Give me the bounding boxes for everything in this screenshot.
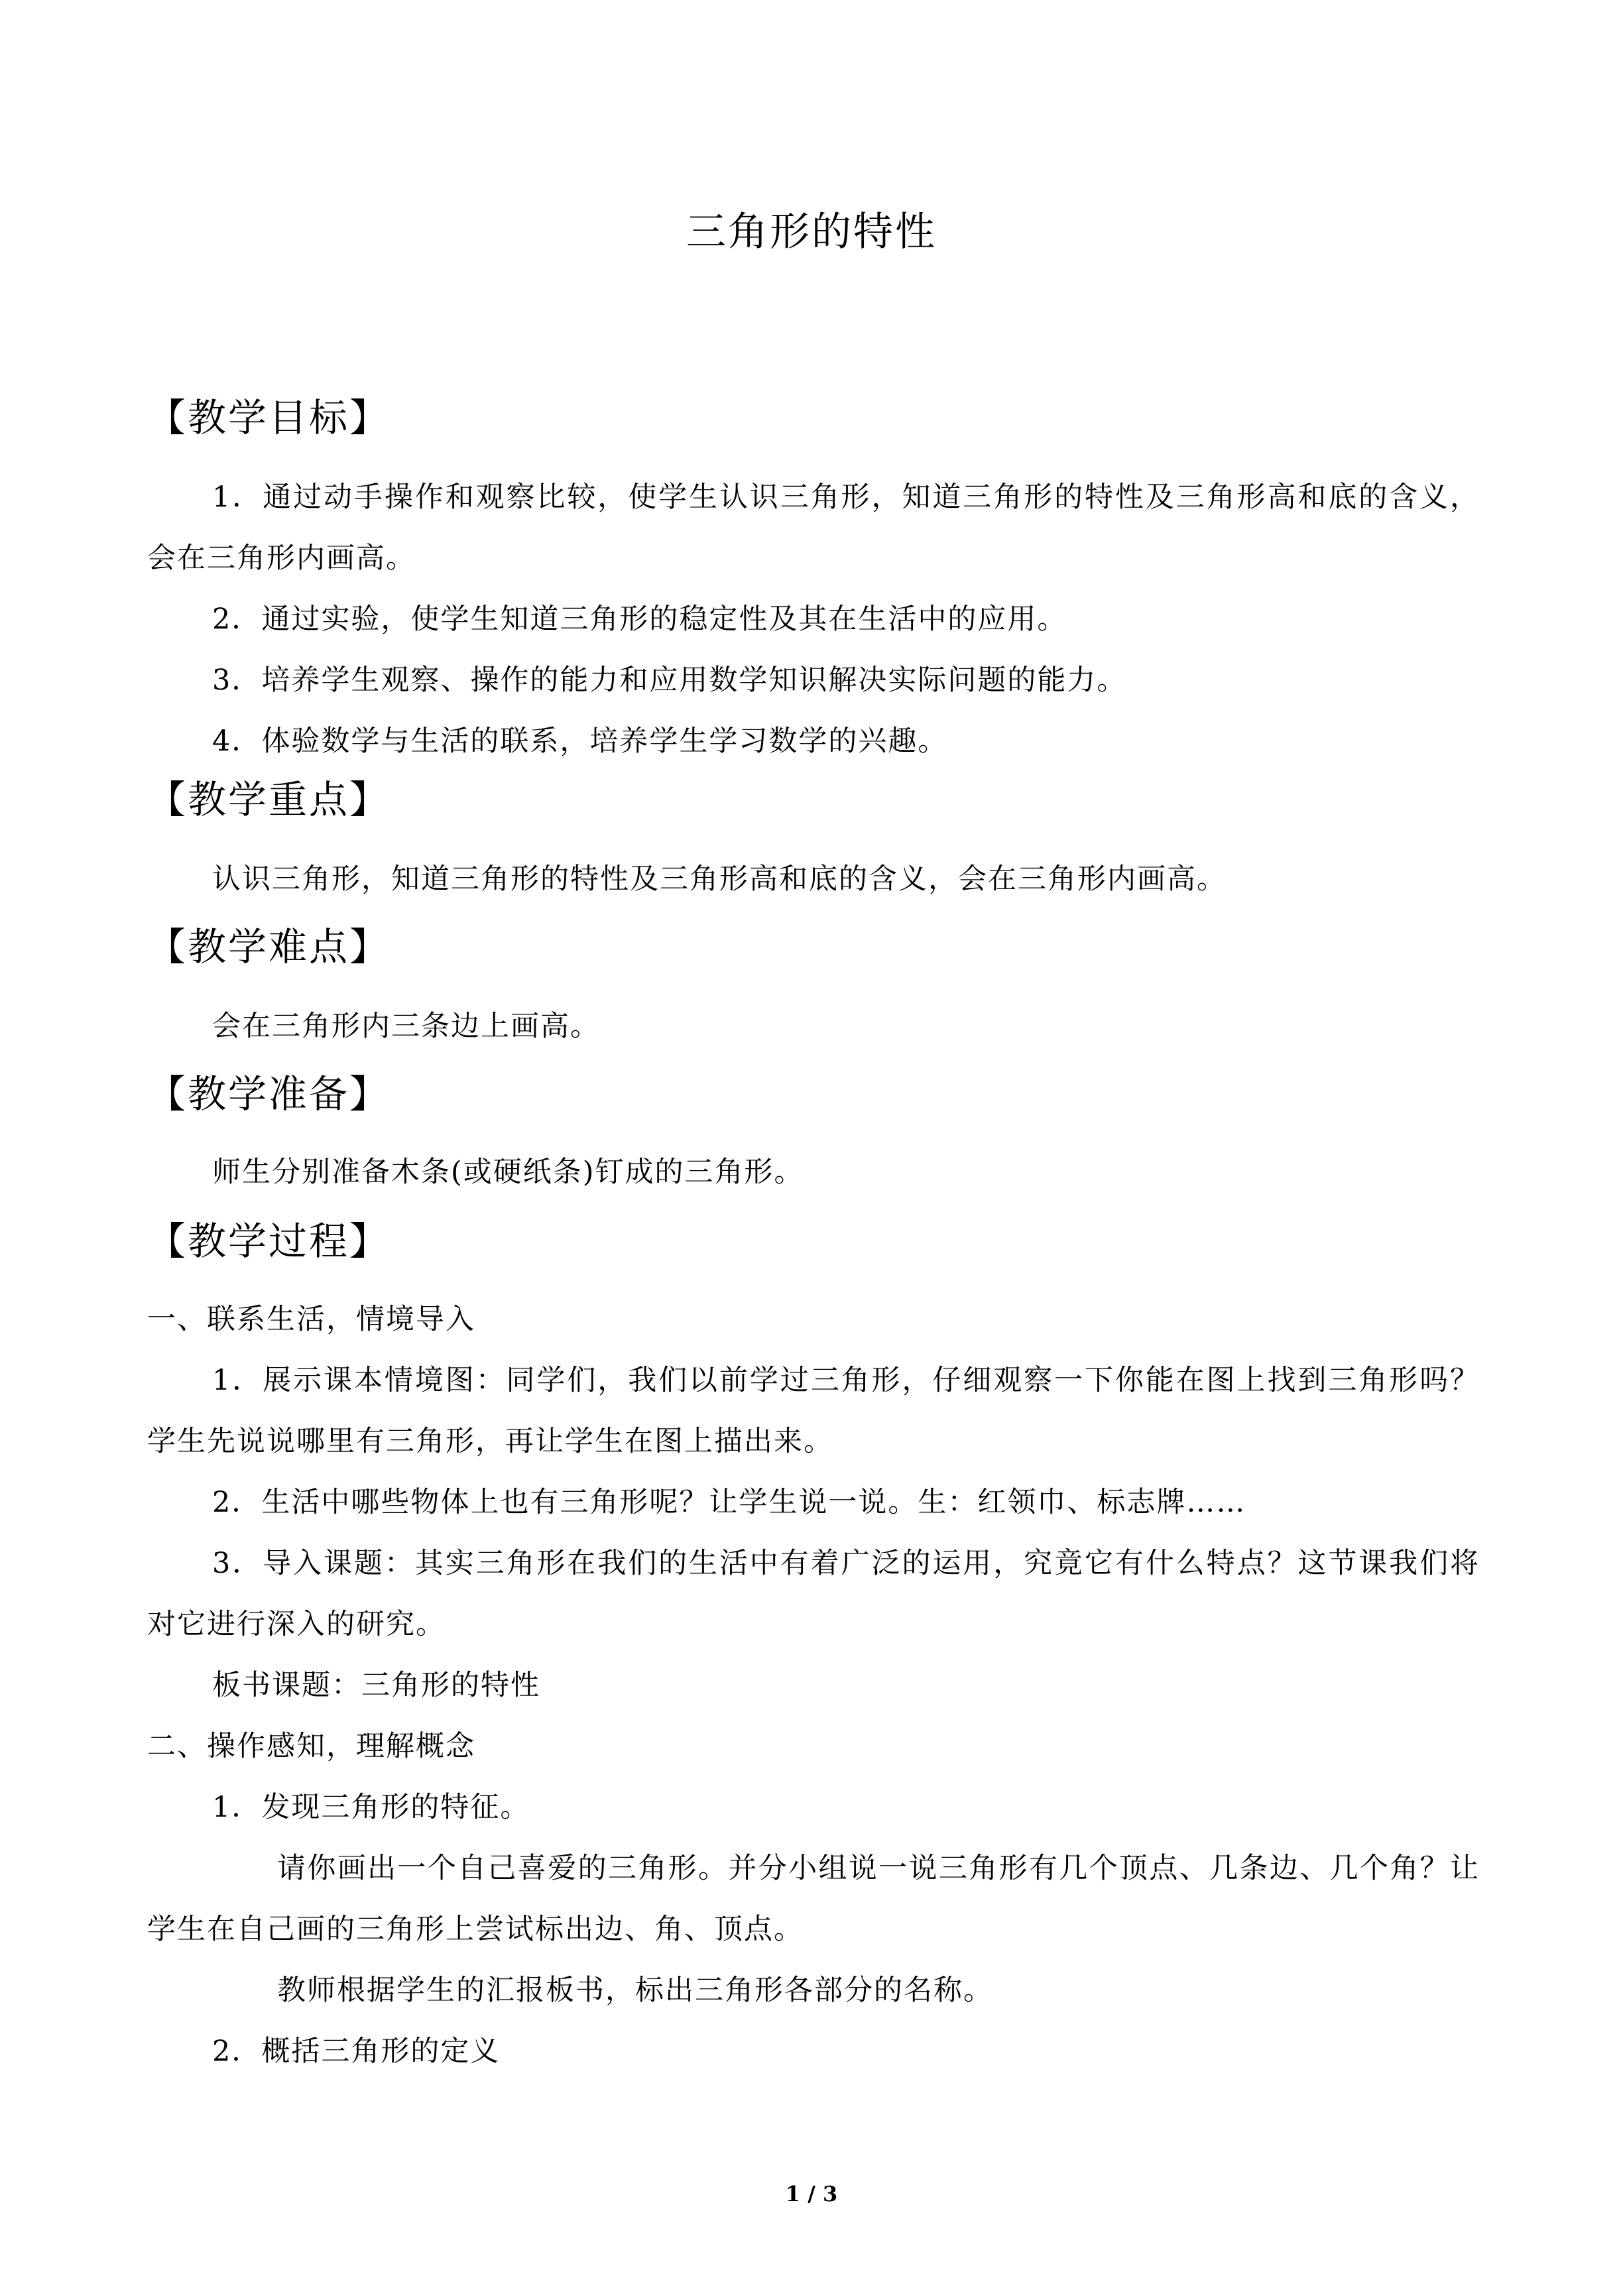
objective-item-4: 4．体验数学与生活的联系，培养学生学习数学的兴趣。 xyxy=(212,725,948,758)
section-1-board-title: 板书课题：三角形的特性 xyxy=(212,1669,540,1702)
section-2-item-4: 2．概括三角形的定义 xyxy=(212,2035,501,2068)
section-2-title: 二、操作感知，理解概念 xyxy=(147,1730,475,1763)
heading-preparation: 【教学准备】 xyxy=(147,1071,391,1117)
objective-item-1: 1．通过动手操作和观察比较，使学生认识三角形，知道三角形的特性及三角形高和底的含义，会在三角形内画高。 xyxy=(147,481,1480,575)
objective-item-3: 3．培养学生观察、操作的能力和应用数学知识解决实际问题的能力。 xyxy=(212,664,1127,697)
heading-key-points: 【教学重点】 xyxy=(147,777,391,822)
objective-item-2: 2．通过实验，使学生知道三角形的稳定性及其在生活中的应用。 xyxy=(212,603,1067,636)
document-title: 三角形的特性 xyxy=(686,209,937,255)
section-2-item-1: 1．发现三角形的特征。 xyxy=(212,1791,530,1824)
page-number: 1 / 3 xyxy=(785,2181,838,2206)
section-1-item-1: 1．展示课本情境图：同学们，我们以前学过三角形，仔细观察一下你能在图上找到三角形吗？学生先说说哪里有三角形，再让学生在图上描出来。 xyxy=(147,1364,1480,1458)
difficulties-text: 会在三角形内三条边上画高。 xyxy=(212,1010,600,1043)
section-1-item-2: 2．生活中哪些物体上也有三角形呢？让学生说一说。生：红领巾、标志牌…… xyxy=(212,1486,1246,1519)
section-1-title: 一、联系生活，情境导入 xyxy=(147,1303,475,1336)
section-2-item-2: 请你画出一个自己喜爱的三角形。并分小组说一说三角形有几个顶点、几条边、几个角？让学生在自己画的三角形上尝试标出边、角、顶点。 xyxy=(147,1852,1480,1946)
heading-objectives: 【教学目标】 xyxy=(147,395,391,440)
section-1-item-3: 3．导入课题：其实三角形在我们的生活中有着广泛的运用，究竟它有什么特点？这节课我们将对它进行深入的研究。 xyxy=(147,1547,1480,1641)
key-points-text: 认识三角形，知道三角形的特性及三角形高和底的含义，会在三角形内画高。 xyxy=(212,863,1227,896)
section-2-item-3: 教师根据学生的汇报板书，标出三角形各部分的名称。 xyxy=(277,1974,993,2007)
heading-process: 【教学过程】 xyxy=(147,1219,391,1264)
heading-difficulties: 【教学难点】 xyxy=(147,924,391,969)
preparation-text: 师生分别准备木条(或硬纸条)钉成的三角形。 xyxy=(212,1156,804,1189)
